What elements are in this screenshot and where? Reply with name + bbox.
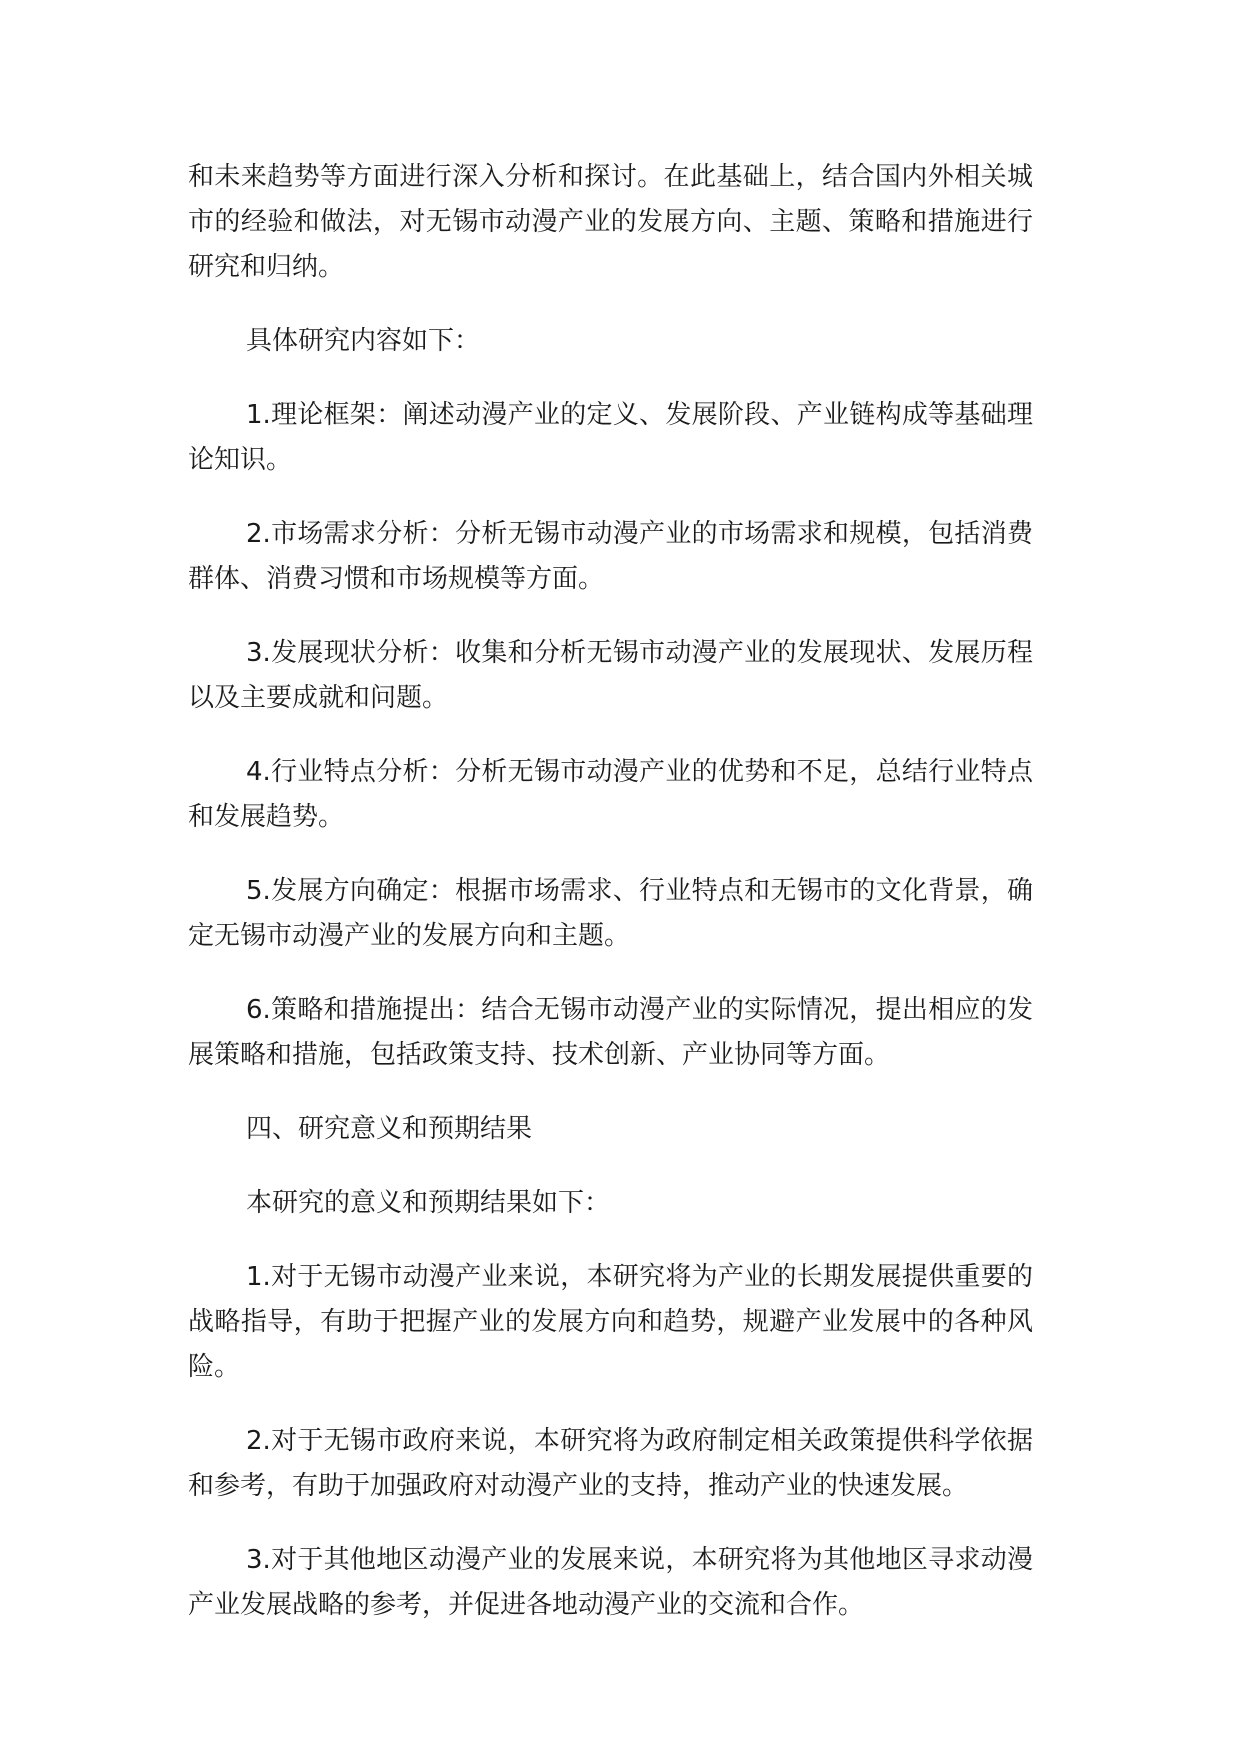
- paragraph-significance-other-regions: 3.对于其他地区动漫产业的发展来说，本研究将为其他地区寻求动漫产业发展战略的参考，并促进各地动漫产业的交流和合作。: [188, 1545, 1033, 1620]
- paragraph-item-strategies: 6.策略和措施提出：结合无锡市动漫产业的实际情况，提出相应的发展策略和措施，包括政策支持、技术创新、产业协同等方面。: [188, 995, 1033, 1070]
- paragraph-item-theory-framework: 1.理论框架：阐述动漫产业的定义、发展阶段、产业链构成等基础理论知识。: [188, 400, 1033, 475]
- paragraph-significance-intro: 本研究的意义和预期结果如下：: [246, 1188, 611, 1218]
- paragraph-significance-government: 2.对于无锡市政府来说，本研究将为政府制定相关政策提供科学依据和参考，有助于加强政府对动漫产业的支持，推动产业的快速发展。: [188, 1426, 1033, 1501]
- paragraph-item-current-status: 3.发展现状分析：收集和分析无锡市动漫产业的发展现状、发展历程以及主要成就和问题。: [188, 638, 1033, 713]
- paragraph-item-industry-features: 4.行业特点分析：分析无锡市动漫产业的优势和不足，总结行业特点和发展趋势。: [188, 757, 1033, 832]
- paragraph-item-direction: 5.发展方向确定：根据市场需求、行业特点和无锡市的文化背景，确定无锡市动漫产业的发展方向和主题。: [188, 876, 1033, 951]
- document-body: [188, 155, 1033, 1657]
- paragraph-continuation: 和未来趋势等方面进行深入分析和探讨。在此基础上，结合国内外相关城市的经验和做法，对无锡市动漫产业的发展方向、主题、策略和措施进行研究和归纳。: [188, 162, 1033, 282]
- section-heading-significance: 四、研究意义和预期结果: [246, 1114, 533, 1144]
- paragraph-item-market-demand: 2.市场需求分析：分析无锡市动漫产业的市场需求和规模，包括消费群体、消费习惯和市场规模等方面。: [188, 519, 1033, 594]
- paragraph-significance-industry: 1.对于无锡市动漫产业来说，本研究将为产业的长期发展提供重要的战略指导，有助于把握产业的发展方向和趋势，规避产业发展中的各种风险。: [188, 1262, 1033, 1382]
- paragraph-content-intro: 具体研究内容如下：: [246, 326, 481, 356]
